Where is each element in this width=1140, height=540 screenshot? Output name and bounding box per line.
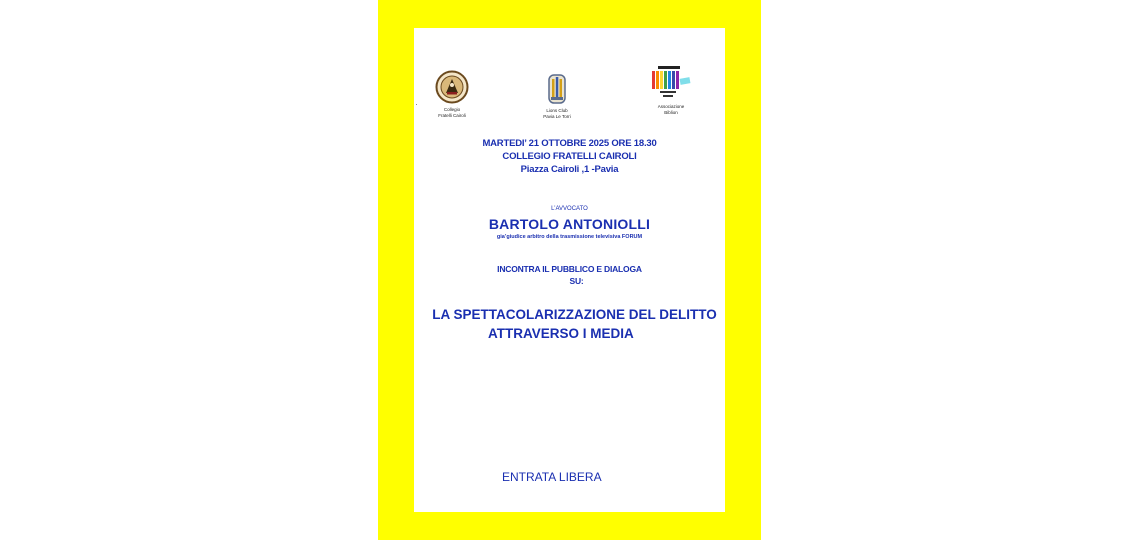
college-caption-line2: Fratelli Cairoli bbox=[438, 112, 466, 118]
speaker-former-role: gia’giudice arbitro della trasmissione televisiva FORUM bbox=[496, 234, 643, 240]
topic-line-2: ATTRAVERSO I MEDIA bbox=[488, 326, 634, 341]
college-crest-icon bbox=[435, 70, 469, 104]
college-caption-line1: Collegio bbox=[443, 107, 461, 112]
topic-line-1: LA SPETTACOLARIZZAZIONE DEL DELITTO bbox=[432, 307, 717, 322]
lions-club-emblem-icon bbox=[547, 73, 567, 105]
event-date-time: MARTEDI’ 21 OTTOBRE 2025 ORE 18.30 bbox=[482, 138, 657, 149]
meets-line-2: SU: bbox=[569, 276, 584, 286]
lions-caption-line1: Lions Club bbox=[546, 108, 568, 113]
biblion-caption-line1: Associazione bbox=[657, 104, 685, 109]
lions-logo bbox=[512, 73, 602, 119]
event-poster bbox=[414, 28, 725, 512]
event-address: Piazza Cairoli ,1 -Pavia bbox=[520, 164, 619, 175]
lions-caption-line2: Pavia Le Torri bbox=[543, 113, 571, 119]
biblion-logo bbox=[626, 66, 716, 115]
speaker-role: L’AVVOCATO bbox=[551, 206, 588, 212]
biblion-books-logo-icon bbox=[648, 66, 694, 102]
college-logo bbox=[407, 70, 497, 118]
free-entry-notice: ENTRATA LIBERA bbox=[502, 470, 602, 484]
event-venue: COLLEGIO FRATELLI CAIROLI bbox=[502, 151, 637, 162]
speaker-name: BARTOLO ANTONIOLLI bbox=[488, 216, 651, 232]
biblion-caption-line2: Biblion bbox=[664, 109, 678, 115]
meets-line-1: INCONTRA IL PUBBLICO E DIALOGA bbox=[497, 264, 642, 274]
